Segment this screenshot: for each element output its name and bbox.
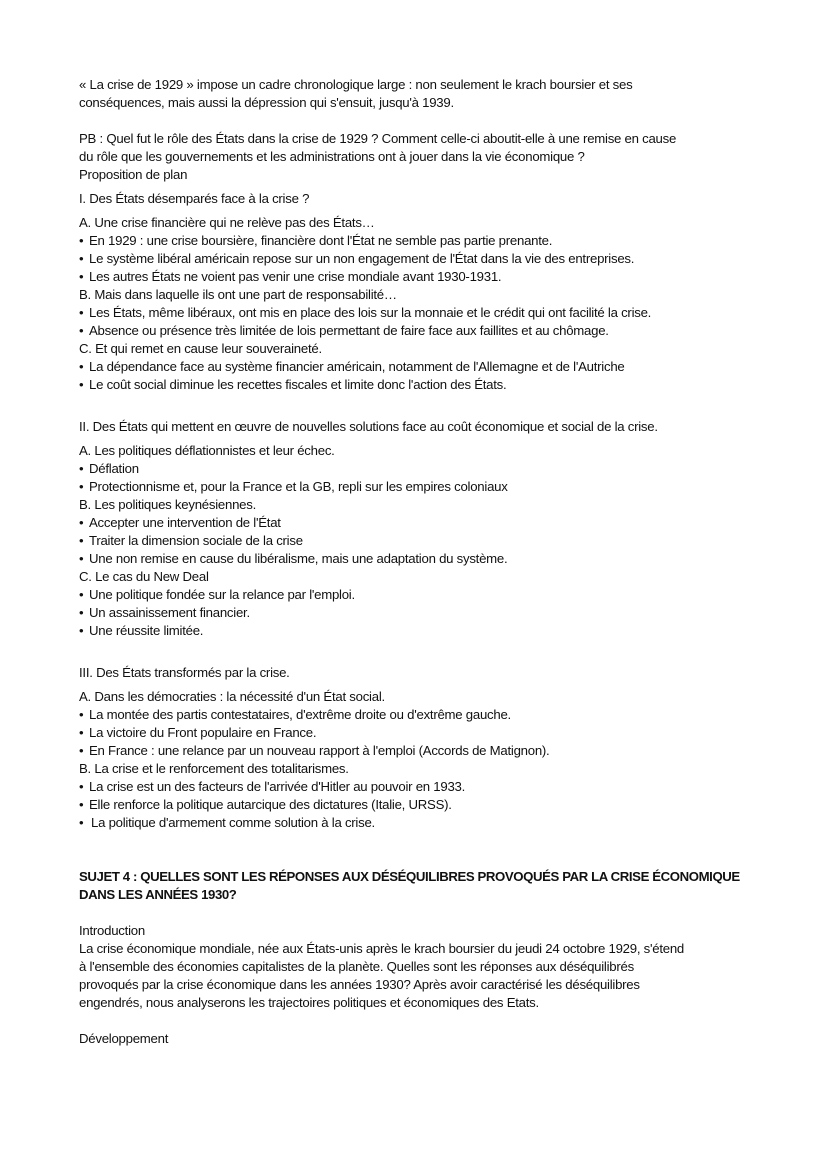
bullet-icon: • [79, 707, 84, 722]
part-2-subsection-a-title: A. Les politiques déflationnistes et leur échec. [79, 443, 335, 458]
introduction-paragraph: La crise économique mondiale, née aux États-unis après le krach boursier du jeudi 24 octobre 1929, s'étend à l'ensemble des économies capitalistes de la planète. Quelles sont les réponses aux déséquilibrés provoqués par la crise économique dans les années 1930? Après avoir caractérisé les déséquilibres engendrés, nous analyserons les trajectoires politiques et économiques des Etats. [79, 941, 685, 1010]
part-1-subsection-b-title: B. Mais dans laquelle ils ont une part de responsabilité… [79, 287, 397, 302]
bullet-item: • Traiter la dimension sociale de la crise [79, 533, 303, 548]
bullet-icon: • [79, 479, 84, 494]
part-2-subsection-c-title: C. Le cas du New Deal [79, 569, 209, 584]
bullet-item: • En 1929 : une crise boursière, financière dont l'État ne semble pas partie prenante. [79, 233, 553, 248]
bullet-item: • Les États, même libéraux, ont mis en place des lois sur la monnaie et le crédit qui ont facilité la crise. [79, 305, 652, 320]
bullet-item: • La dépendance face au système financier américain, notamment de l'Allemagne et de l'Autriche [79, 359, 625, 374]
bullet-item: • En France : une relance par un nouveau rapport à l'emploi (Accords de Matignon). [79, 743, 550, 758]
bullet-icon: • [79, 251, 84, 266]
bullet-icon: • [79, 533, 84, 548]
bullet-icon: • [79, 743, 84, 758]
bullet-item: • Le coût social diminue les recettes fiscales et limite donc l'action des États. [79, 377, 507, 392]
bullet-icon: • [79, 815, 84, 830]
bullet-icon: • [79, 725, 84, 740]
part-1-content [79, 214, 759, 394]
bullet-item: • Elle renforce la politique autarcique des dictatures (Italie, URSS). [79, 797, 452, 812]
bullet-icon: • [79, 779, 84, 794]
bullet-item: • Une politique fondée sur la relance par l'emploi. [79, 587, 355, 602]
bullet-icon: • [79, 305, 84, 320]
bullet-icon: • [79, 797, 84, 812]
bullet-item: • Protectionnisme et, pour la France et la GB, repli sur les empires coloniaux [79, 479, 508, 494]
bullet-icon: • [79, 461, 84, 476]
bullet-item: • La victoire du Front populaire en France. [79, 725, 317, 740]
bullet-icon: • [79, 515, 84, 530]
subject-title: SUJET 4 : QUELLES SONT LES RÉPONSES AUX DÉSÉQUILIBRES PROVOQUÉS PAR LA CRISE ÉCONOMIQUE DANS LES ANNÉES 1930? [79, 869, 740, 902]
problematique-paragraph [79, 130, 759, 184]
bullet-item: • La crise est un des facteurs de l'arrivée d'Hitler au pouvoir en 1933. [79, 779, 466, 794]
bullet-item: • Une réussite limitée. [79, 623, 204, 638]
bullet-icon: • [79, 551, 84, 566]
part-2-content [79, 442, 759, 640]
bullet-item: • Absence ou présence très limitée de lois permettant de faire face aux faillites et au chômage. [79, 323, 609, 338]
bullet-icon: • [79, 323, 84, 338]
part-3-title: III. Des États transformés par la crise. [79, 665, 290, 680]
development-label: Développement [79, 1031, 169, 1046]
part-2-title: II. Des États qui mettent en œuvre de nouvelles solutions face au coût économique et social de la crise. [79, 419, 658, 434]
bullet-item: • Une non remise en cause du libéralisme, mais une adaptation du système. [79, 551, 508, 566]
bullet-item: • Le système libéral américain repose sur un non engagement de l'État dans la vie des entreprises. [79, 251, 635, 266]
part-1-subsection-a-title: A. Une crise financière qui ne relève pas des États… [79, 215, 375, 230]
bullet-icon: • [79, 269, 84, 284]
part-1-title: I. Des États désemparés face à la crise ? [79, 191, 310, 206]
bullet-item: • Déflation [79, 461, 139, 476]
bullet-item: • Un assainissement financier. [79, 605, 250, 620]
intro-paragraph [79, 76, 759, 112]
bullet-item: • Les autres États ne voient pas venir une crise mondiale avant 1930-1931. [79, 269, 502, 284]
bullet-icon: • [79, 233, 84, 248]
part-1-subsection-c-title: C. Et qui remet en cause leur souveraineté. [79, 341, 322, 356]
part-3-content [79, 688, 759, 832]
bullet-icon: • [79, 377, 84, 392]
plan-label: Proposition de plan [79, 167, 188, 182]
part-3-subsection-b-title: B. La crise et le renforcement des totalitarismes. [79, 761, 349, 776]
document-page [79, 76, 759, 1048]
bullet-item: • La politique d'armement comme solution à la crise. [79, 815, 375, 830]
problematique-line: PB : Quel fut le rôle des États dans la crise de 1929 ? Comment celle-ci aboutit-elle à une remise en cause [79, 131, 677, 146]
part-2-subsection-b-title: B. Les politiques keynésiennes. [79, 497, 256, 512]
intro-line: « La crise de 1929 » impose un cadre chronologique large : non seulement le krach boursier et ses [79, 77, 633, 92]
intro-line: conséquences, mais aussi la dépression qui s'ensuit, jusqu'à 1939. [79, 95, 454, 110]
bullet-icon: • [79, 623, 84, 638]
bullet-item: • Accepter une intervention de l'État [79, 515, 281, 530]
bullet-icon: • [79, 359, 84, 374]
introduction-label: Introduction [79, 923, 145, 938]
problematique-line: du rôle que les gouvernements et les administrations ont à jouer dans la vie économique ? [79, 149, 585, 164]
bullet-item: • La montée des partis contestataires, d'extrême droite ou d'extrême gauche. [79, 707, 511, 722]
bullet-icon: • [79, 587, 84, 602]
part-3-subsection-a-title: A. Dans les démocraties : la nécessité d'un État social. [79, 689, 385, 704]
bullet-icon: • [79, 605, 84, 620]
